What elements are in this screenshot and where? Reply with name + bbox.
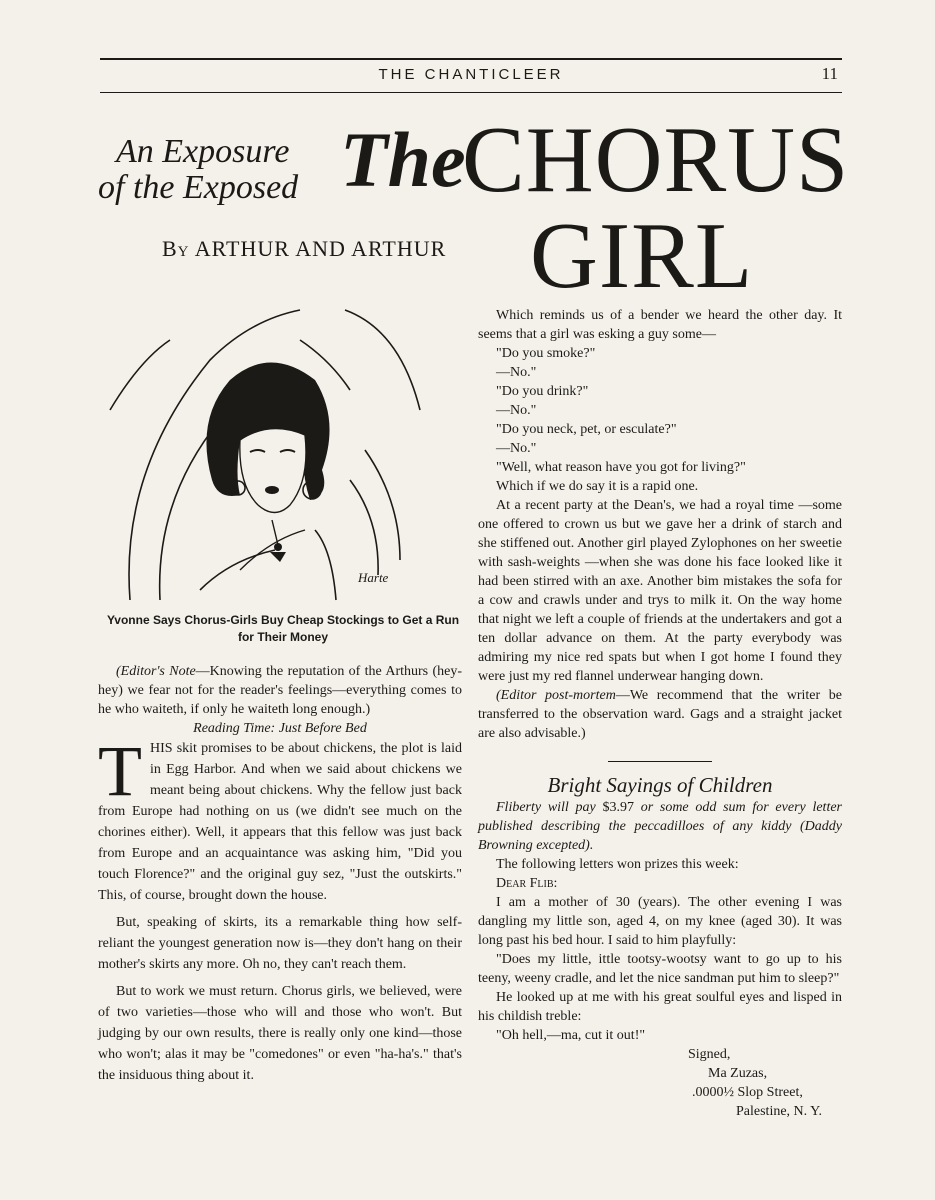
drop-cap: T (98, 731, 142, 811)
rapid-line: Which if we do say it is a rapid one. (496, 479, 699, 494)
signer-address: .0000½ Slop Street, (692, 1085, 803, 1100)
subtitle-line-1: An Exposure (116, 133, 290, 170)
letter-paragraph: "Oh hell,—ma, cut it out!" (496, 1028, 646, 1043)
fliberty-amount: $3.97 (602, 800, 634, 815)
salutation: Dear Flib: (496, 876, 558, 891)
right-column (478, 306, 842, 1121)
post-mortem-text: —We recommend that the writer be transferred to the observation ward. Gags and a straight jacket are also advisable.) (478, 688, 842, 741)
letter-paragraph: He looked up at me with his great soulful eyes and lisped in his childish treble: (478, 990, 842, 1024)
paragraph-1: HIS skit promises to be about chickens, the plot is laid in Egg Harbor. And when we said about chickens we meant being about chickens. Why the fellow just back from Europe had nothing on us (we didn't see much on the chorines either). Well, it appears that this fellow was just back from Europe and an acquaintance was asking him, "Did you touch Florence?" and the original guy sez, "Just the outskirts." This, of course, brought down the house. (98, 741, 462, 903)
fliberty-offer-b: or some odd sum for every letter published describing the peccadilloes of any kiddy (Daddy Browning excepted). (478, 800, 842, 853)
dialog-line: "Do you drink?" (496, 384, 589, 399)
post-mortem-label: (Editor post-mortem (496, 688, 616, 703)
dialog-line: "Do you neck, pet, or esculate?" (496, 422, 677, 437)
party-paragraph: At a recent party at the Dean's, we had a royal time —some one offered to crown us but we gave her a drink of starch and she stiffened out. Another girl played Zylophones on her sweetie with sash-weights —when she was done his face looked like it had been stirred with an axe. Another bim mistakes the sofa for a cow and crawls under and trys to milk it. On the way home that night we left a couple of friends at the undertakers and got a ten dollar advance on them. At the party everybody was admiring my nice red spats but when I got home I found they were just my red flannel underwear hanging down. (478, 498, 842, 684)
signer-city: Palestine, N. Y. (736, 1104, 822, 1119)
section-divider (608, 761, 712, 762)
dialog-line: —No." (496, 403, 537, 418)
dialog-line: —No." (496, 441, 537, 456)
article-body-left (98, 731, 462, 1086)
bender-intro: Which reminds us of a bender we heard the other day. It seems that a girl was esking a guy some— (478, 308, 842, 342)
paragraph-2: But, speaking of skirts, its a remarkable thing how self-reliant the youngest generation now is—they don't hang on their mother's skirts any more. Oh no, they can't reach them. (98, 915, 462, 972)
byline: By ARTHUR AND ARTHUR (162, 236, 447, 261)
letter-paragraph: "Does my little, ittle tootsy-wootsy want to go up to his teeny, weeny cradle, and let the nice sandman put him to sleep?" (478, 952, 842, 986)
dialog-line: "Well, what reason have you got for living?" (496, 460, 746, 475)
editors-note (98, 662, 462, 719)
fliberty-offer-a: Fliberty will pay (496, 800, 603, 815)
bright-sayings-heading: Bright Sayings of Children (547, 773, 773, 797)
subtitle-line-2: of the Exposed (98, 169, 299, 206)
left-column (98, 662, 462, 1086)
header-rule-bottom (100, 92, 842, 93)
editors-note-text: —Knowing the reputation of the Arthurs (hey-hey) we fear not for the reader's feelings—everything comes to he who waiteth, if only he waiteth long enough.) (98, 664, 462, 717)
prizes-line: The following letters won prizes this week: (496, 857, 739, 872)
signer-name: Ma Zuzas, (708, 1066, 768, 1081)
title-girl: GIRL (530, 204, 754, 308)
paragraph-3: But to work we must return. Chorus girls, we believed, were of two varieties—those who will and those who won't. But judging by our own results, there is really only one kind—those who won't; alas it may be "comedones" or even "ha-ha's." that's the insiduous thing about it. (98, 984, 462, 1083)
dialog-line: —No." (496, 365, 537, 380)
running-head (100, 66, 842, 86)
chorus-girl-illustration (100, 300, 465, 610)
article-subtitle (98, 134, 338, 206)
signed-line: Signed, (688, 1047, 731, 1062)
illustration-caption: Yvonne Says Chorus-Girls Buy Cheap Stockings to Get a Run for Their Money (106, 613, 460, 644)
reading-time: Reading Time: Just Before Bed (193, 721, 367, 736)
letter-paragraph: I am a mother of 30 (years). The other evening I was dangling my little son, aged 4, on my knee (aged 30). It was long past his bed hour. I said to him playfully: (478, 895, 842, 948)
artist-signature: Harte (358, 570, 389, 585)
title-chorus: CHORUS (462, 108, 850, 212)
header-rule-top (100, 58, 842, 60)
page-number: 11 (821, 64, 838, 83)
dialog-line: "Do you smoke?" (496, 346, 596, 361)
editors-note-label: (Editor's Note (116, 664, 196, 679)
magazine-name: THE CHANTICLEER (378, 66, 564, 83)
title-the: The (340, 116, 466, 203)
